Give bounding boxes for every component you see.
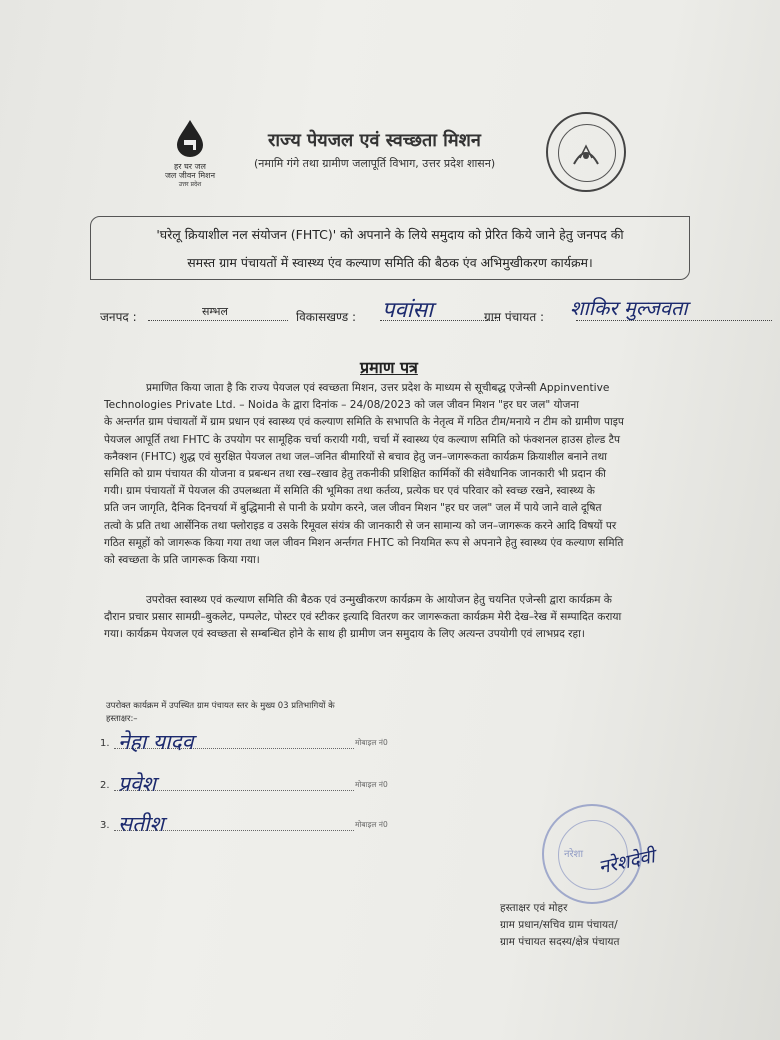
participant-signature: प्रवेश [118,772,156,796]
p1-line: पेयजल आपूर्ति तथा FHTC के उपयोग पर सामूहिक चर्चा करायी गयी, चर्चा में स्वास्थ्य एंव कल्याण समिति को फंक्शनल हाउस होल्ड टैप [104,433,621,446]
p2-line: दौरान प्रचार प्रसार सामग्री–बुकलेट, पम्पलेट, पोस्टर एवं स्टीकर इत्यादि वितरण कर जागरूकता कार्यक्रम मेरी देख–रेख में सम्पादित कराया [104,611,622,624]
block-value: पवांसा [382,298,433,323]
p1-line: कनैक्शन (FHTC) शुद्ध एवं सुरक्षित पेयजल तथा जल–जनित बीमारियों से बचाव हेतु जन–जागरूकता कार्यक्रम क्रियाशील बनाने तथा [104,450,607,463]
participant-row [100,774,430,804]
participant-row [100,814,430,844]
p1-line: समिति को ग्राम पंचायत की योजना व प्रबन्धन तथा रख–रखाव हेतु तकनीकी प्रशिक्षित कार्मिकों की संवैधानिक जानकारी भी प्रदान की [104,468,606,481]
participant-row [100,732,430,762]
jal-jeevan-mission-logo [160,118,220,188]
certificate-title: प्रमाण पत्र [360,358,418,377]
program-banner [90,216,690,280]
p2-line: उपरोक्त स्वास्थ्य एवं कल्याण समिति की बैठक एवं उन्मुखीकरण कार्यक्रम के आयोजन हेतु चयनित एजेन्सी द्वारा कार्यक्रम के [146,594,612,606]
p1-line: प्रमाणित किया जाता है कि राज्य पेयजल एवं स्वच्छता मिशन, उत्तर प्रदेश के माध्यम से सूचीबद्ध एजेन्सी Appinventive [146,382,610,394]
p2-line: गया। कार्यक्रम पेयजल एवं स्वच्छता से सम्बन्धित होने के साथ ही ग्रामीण जन समुदाय के लिए अत्यन्त उपयोगी एवं लाभप्रद रहा। [104,628,585,641]
p1-line: गयी। ग्राम पंचायतों में पेयजल की उपलब्धता में समिति की भूमिका तथा कर्तव्य, प्रत्येक घर एवं परिवार को स्वच्छ रखने, स्वास्थ्य के [104,485,595,498]
water-drop-icon [173,118,207,158]
logo-caption-2: जल जीवन मिशन [164,171,216,180]
location-fields [100,296,780,330]
panchayat-label: ग्राम पंचायत : [484,310,545,324]
participant-number: 2. [100,780,110,791]
participants-heading [106,700,446,726]
up-government-seal-icon [546,112,626,192]
logo-caption-1: हर घर जल [174,162,206,171]
organization-title: राज्य पेयजल एवं स्वच्छता मिशन [268,130,481,151]
participant-signature: नेहा यादव [118,730,194,754]
mobile-label: मोबाइल नं0 [355,780,388,789]
p1-line: प्रति जन जागृति, दैनिक दिनचर्या में बुद्धिमानी से पानी के प्रयोग करने, जल जीवन मिशन "हर घर जल" जल में पाये जाने वाले दूषित [104,502,602,515]
district-label: जनपद : [100,310,137,324]
signatory-role-2: ग्राम पंचायत सदस्य/क्षेत्र पंचायत [500,936,620,948]
block-label: विकासखण्ड : [296,310,357,324]
certificate-paragraph-2 [104,592,724,644]
banner-line-1: 'घरेलू क्रियाशील नल संयोजन (FHTC)' को अपनाने के लिये समुदाय को प्रेरित किये जाने हेतु जनपद की [156,227,624,242]
banner-line-2: समस्त ग्राम पंचायतों में स्वास्थ्य एंव कल्याण समिति की बैठक एंव अभिमुखीकरण कार्यक्रम। [187,255,593,270]
signatory-role-1: ग्राम प्रधान/सचिव ग्राम पंचायत/ [500,919,618,931]
logo-caption-3: उत्तर प्रदेश [178,181,202,188]
participant-number: 1. [100,738,110,749]
panchayat-value: शाकिर मुल्जवता [570,296,688,320]
sign-label: हस्ताक्षर एवं मोहर [500,902,568,914]
mobile-label: मोबाइल नं0 [355,820,388,829]
district-value: सम्भल [202,305,228,318]
pradhan-signature: नरेशदेवी [596,845,657,879]
stamp-text: नरेशा [564,849,584,860]
signatory-block [500,900,620,951]
p1-line: को स्वच्छता के प्रति जागरूक किया गया। [104,554,260,567]
participants-heading-line-2: हस्ताक्षर:– [106,714,138,724]
participants-heading-line-1: उपरोक्त कार्यक्रम में उपस्थित ग्राम पंचायत स्तर के मुख्य 03 प्रतिभागियों के [106,701,335,711]
certificate-paragraph-1 [104,380,724,569]
participant-signature: सतीश [118,812,164,836]
p1-line: गठित समूहों को जागरूक किया गया तथा जल जीवन मिशन अर्न्तगत FHTC को नियमित रूप से अपनाने हेतु स्वास्थ्य एंव कल्याण समिति [104,536,624,549]
mobile-label: मोबाइल नं0 [355,738,388,747]
p1-line: Technologies Private Ltd. – Noida के द्वारा दिनांक – 24/08/2023 को जल जीवन मिशन "हर घर जल" योजना [104,399,579,412]
p1-line: तत्वो के प्रति तथा आर्सेनिक तथा फ्लोराइड व उसके रिमूवल संयंत्र की जानकारी से जन सामान्य को जन–जागरूक करने आदि विषयों पर [104,519,617,532]
participant-number: 3. [100,820,110,831]
p1-line: के अन्तर्गत ग्राम पंचायतों में ग्राम प्रधान एवं स्वास्थ्य एवं कल्याण समिति के सभापति के नेतृत्व में गठित टीम/मनाये न टीम को ग्रामीण पाइप [104,416,624,429]
organization-subtitle: (नमामि गंगे तथा ग्रामीण जलापूर्ति विभाग, उत्तर प्रदेश शासन) [254,157,496,170]
